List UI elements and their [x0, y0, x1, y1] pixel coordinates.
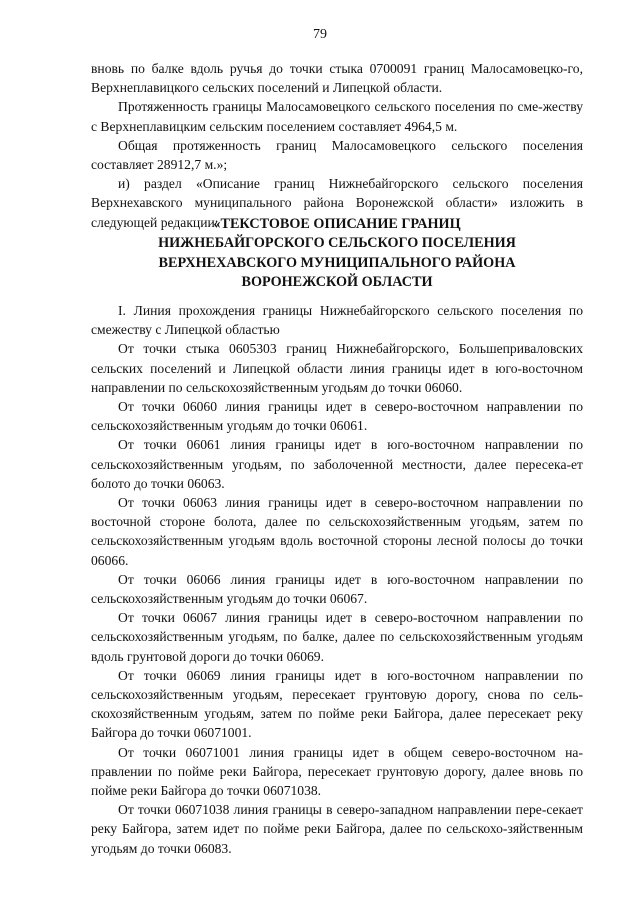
paragraph: Общая протяженность границ Малосамовецкого сельского поселения составляет 28912,7 м.»;	[91, 137, 583, 173]
heading-line: «ТЕКСТОВОЕ ОПИСАНИЕ ГРАНИЦ	[213, 216, 461, 232]
heading-line: ВЕРХНЕХАВСКОГО МУНИЦИПАЛЬНОГО РАЙОНА	[158, 254, 516, 271]
paragraph: От точки 06063 линия границы идет в северо-восточном направлении по восточной стороне болота, далее по сельскохозяйственным угодьям, затем по сельскохозяйственным угодьям вдоль восточной стороны лесной полосы до точки 06066.	[91, 495, 583, 568]
body-text	[91, 301, 583, 858]
heading-line: НИЖНЕБАЙГОРСКОГО СЕЛЬСКОГО ПОСЕЛЕНИЯ	[158, 235, 516, 252]
paragraph: Протяженность границы Малосамовецкого сельского поселения по сме-жеству с Верхнеплавицким сельским поселением составляет 4964,5 м.	[91, 99, 583, 134]
section-heading	[91, 215, 583, 293]
paragraph: От точки 06066 линия границы идет в юго-восточном направлении по сельскохозяйственным угодьям до точки 06067.	[91, 571, 583, 607]
paragraph: От точки 06071038 линия границы в северо-западном направлении пере-секает реку Байгора, затем идет по пойме реки Байгора, далее по сельскохо-зяйственным угодьям до точки 06083.	[91, 802, 583, 856]
paragraph: вновь по балке вдоль ручья до точки стыка 0700091 границ Малосамовецко-го, Верхнеплавицкого сельских поселений и Липецкой области.	[91, 61, 583, 96]
paragraph: От точки 06069 линия границы идет в юго-восточном направлении по сельскохозяйственным угодьям, пересекает грунтовую дорогу, снова по сель-скохозяйственным угодьям, затем по пойме реки Байгора, далее пересекает реку Байгора до точки 06071001.	[91, 667, 583, 741]
paragraph: От точки 06067 линия границы идет в северо-восточном направлении по сельскохозяйственным угодьям, по балке, далее по сельскохозяйственным угодьям вдоль грунтовой дороги до точки 06069.	[91, 610, 583, 664]
intro-text	[91, 59, 583, 232]
heading-line: ВОРОНЕЖСКОЙ ОБЛАСТИ	[241, 274, 433, 291]
paragraph: От точки 06071001 линия границы идет в общем северо-восточном на-правлении по пойме реки Байгора, пересекает грунтовую дорогу, далее вновь по пойме реки Байгора до точки 06071038.	[91, 744, 583, 799]
paragraph: От точки стыка 0605303 границ Нижнебайгорского, Большеприваловских сельских поселений и Липецкой области линия границы идет в юго-восточном направлении по сельскохозяйственным угодьям до точки 06060.	[91, 341, 583, 395]
paragraph: От точки 06060 линия границы идет в северо-восточном направлении по сельскохозяйственным угодьям до точки 06061.	[91, 399, 583, 434]
section-subheading: I. Линия прохождения границы Нижнебайгорского сельского поселения по смежеству с Липецкой областью	[91, 303, 583, 338]
paragraph: и) раздел «Описание границ Нижнебайгорского сельского поселения Верхнехавского муниципального района Воронежской области» изложить в следующей редакции:	[91, 176, 583, 230]
page-number: 79	[313, 27, 327, 42]
paragraph: От точки 06061 линия границы идет в юго-восточном направлении по сельскохозяйственным угодьям, по заболоченной местности, далее пересека-ет болото до точки 06063.	[91, 437, 583, 491]
